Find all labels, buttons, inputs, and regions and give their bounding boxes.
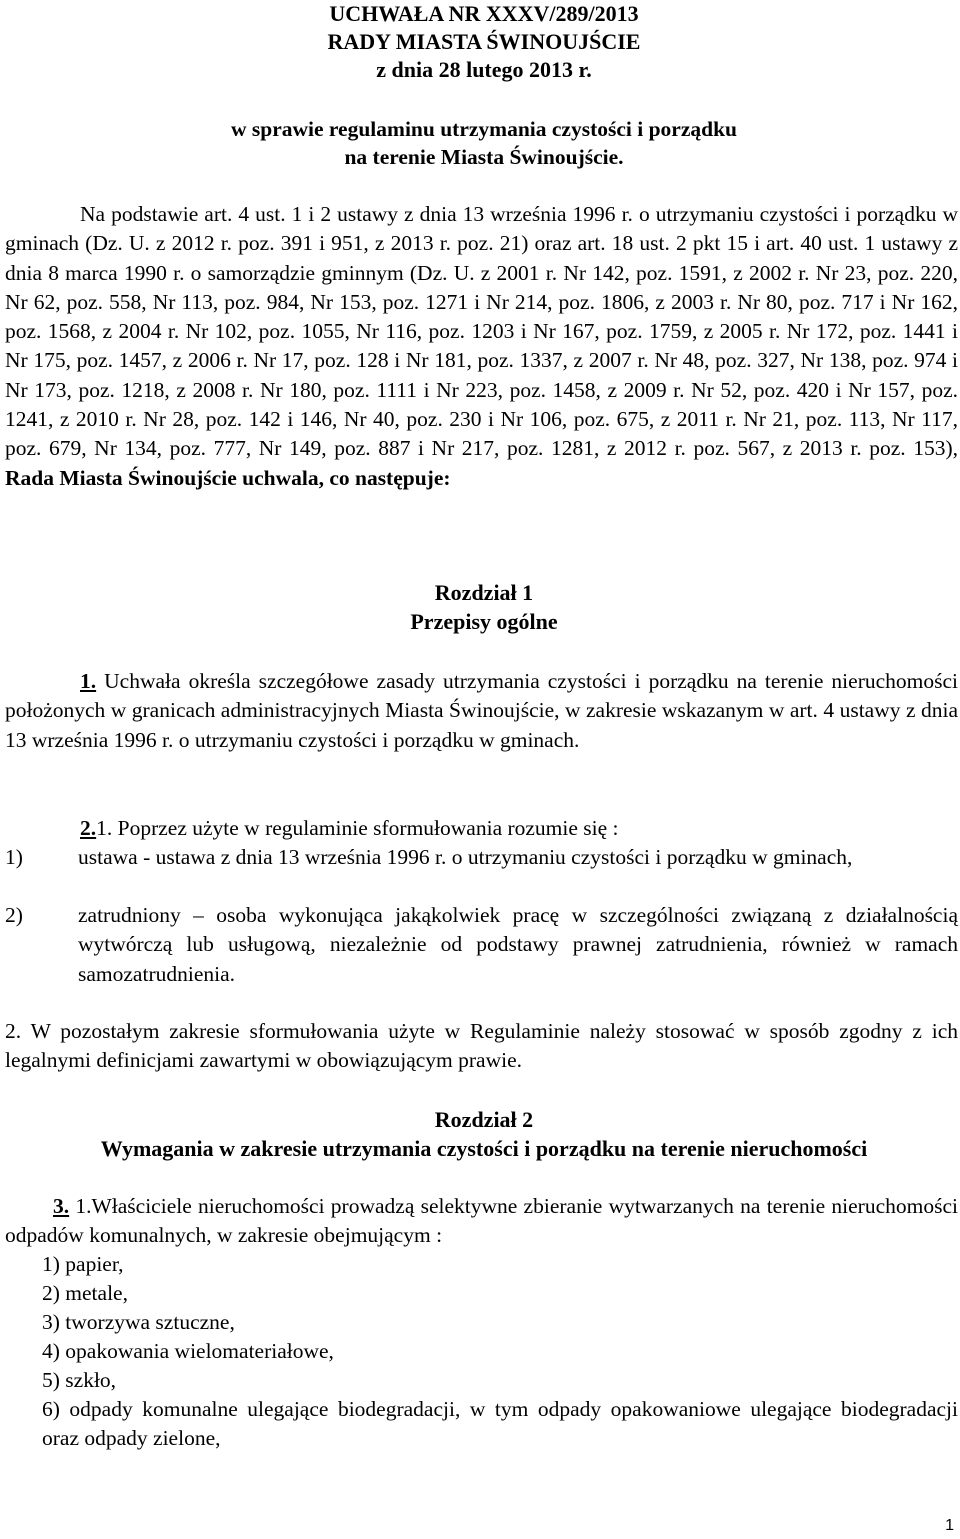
paragraph-1-number: 1. xyxy=(80,669,97,693)
paragraph-2-number: 2. xyxy=(80,816,97,840)
chapter-1-title: Rozdział 1 xyxy=(434,580,534,605)
preamble-resolution: Rada Miasta Świnoujście uchwala, co następuje: xyxy=(5,465,451,490)
paragraph-1 xyxy=(5,667,958,755)
definition-1-number: 1) xyxy=(5,845,23,869)
waste-item-plastics: 3) tworzywa sztuczne, xyxy=(42,1310,235,1334)
document-header xyxy=(0,0,960,84)
page-number: 1 xyxy=(945,1517,954,1534)
paragraph-2-lead xyxy=(5,814,958,843)
definition-2-number: 2) xyxy=(5,903,23,927)
paragraph-2-section-2: 2. W pozostałym zakresie sformułowania użyte w Regulaminie należy stosować w sposób zgodny z ich legalnymi definicjami zawartymi w obowiązującym prawie. xyxy=(5,1019,958,1073)
waste-item-paper: 1) papier, xyxy=(42,1252,124,1276)
paragraph-1-text: Uchwała określa szczegółowe zasady utrzymania czystości i porządku na terenie nieruchomości położonych w granicach administracyjnych Miasta Świnoujście, w zakresie wskazanym w art. 4 ustawy z dnia 13 września 1996 r. o utrzymaniu czystości i porządku w gminach. xyxy=(5,669,958,752)
resolution-date: z dnia 28 lutego 2013 r. xyxy=(376,57,592,82)
waste-item-glass: 5) szkło, xyxy=(42,1368,117,1392)
subject-line-1: w sprawie regulaminu utrzymania czystości i porządku xyxy=(230,117,738,141)
resolution-subject xyxy=(0,115,960,171)
paragraph-2-lead-text: 1. Poprzez użyte w regulaminie sformułowania rozumie się : xyxy=(96,816,619,840)
preamble-text: Na podstawie art. 4 ust. 1 i 2 ustawy z dnia 13 września 1996 r. o utrzymaniu czystości i porządku w gminach (Dz. U. z 2012 r. poz. 391 i 951, z 2013 r. poz. 21) oraz art. 18 ust. 2 pkt 15 i art. 40 ust. 1 ustawy z dnia 8 marca 1990 r. o samorządzie gminnym (Dz. U. z 2001 r. Nr 142, poz. 1591, z 2002 r. Nr 23, poz. 220, Nr 62, poz. 558, Nr 113, poz. 984, Nr 153, poz. 1271 i Nr 214, poz. 1806, z 2003 r. Nr 80, poz. 717 i Nr 162, poz. 1568, z 2004 r. Nr 102, poz. 1055, Nr 116, poz. 1203 i Nr 167, poz. 1759, z 2005 r. Nr 172, poz. 1441 i Nr 175, poz. 1457, z 2006 r. Nr 17, poz. 128 i Nr 181, poz. 1337, z 2007 r. Nr 48, poz. 327, Nr 138, poz. 974 i Nr 173, poz. 1218, z 2008 r. Nr 180, poz. 1111 i Nr 223, poz. 1458, z 2009 r. Nr 52, poz. 420 i Nr 157, poz. 1241, z 2010 r. Nr 28, poz. 142 i 146, Nr 40, poz. 230 i Nr 106, poz. 675, z 2011 r. Nr 21, poz. 113, Nr 117, poz. 679, Nr 134, poz. 777, Nr 149, poz. 887 i Nr 217, poz. 1281, z 2012 r. poz. 567, z 2013 r. poz. 153), xyxy=(5,202,958,461)
definition-2-text: zatrudniony – osoba wykonująca jakąkolwiek pracę w szczególności związaną z działalnością wytwórczą lub usługową, niezależnie od podstawy prawnej zatrudnienia, również w ramach samozatrudnienia. xyxy=(78,903,958,986)
paragraph-3-lead xyxy=(5,1192,958,1251)
paragraph-3-lead-text: 1.Właściciele nieruchomości prowadzą selektywne zbieranie wytwarzanych na terenie nieruchomości odpadów komunalnych, w zakresie obejmującym : xyxy=(5,1194,958,1248)
subject-line-2: na terenie Miasta Świnoujście. xyxy=(344,145,624,169)
waste-item-metals: 2) metale, xyxy=(42,1281,128,1305)
issuing-body: RADY MIASTA ŚWINOUJŚCIE xyxy=(327,29,641,54)
chapter-2-heading xyxy=(0,1105,960,1163)
chapter-1-subtitle: Przepisy ogólne xyxy=(410,609,558,634)
chapter-1-heading xyxy=(0,578,960,636)
chapter-2-subtitle: Wymagania w zakresie utrzymania czystości i porządku na terenie nieruchomości xyxy=(100,1136,868,1161)
chapter-2-title: Rozdział 2 xyxy=(434,1107,534,1132)
definition-1-text: ustawa - ustawa z dnia 13 września 1996 r. o utrzymaniu czystości i porządku w gminach, xyxy=(78,845,853,869)
paragraph-3-number: 3. xyxy=(53,1194,70,1218)
resolution-number: UCHWAŁA NR XXXV/289/2013 xyxy=(329,1,639,26)
waste-item-multimaterial: 4) opakowania wielomateriałowe, xyxy=(42,1339,334,1363)
waste-item-biodegradable: 6) odpady komunalne ulegające biodegradacji, w tym odpady opakowaniowe ulegające biodegradacji oraz odpady zielone, xyxy=(42,1397,958,1451)
preamble xyxy=(5,200,958,493)
